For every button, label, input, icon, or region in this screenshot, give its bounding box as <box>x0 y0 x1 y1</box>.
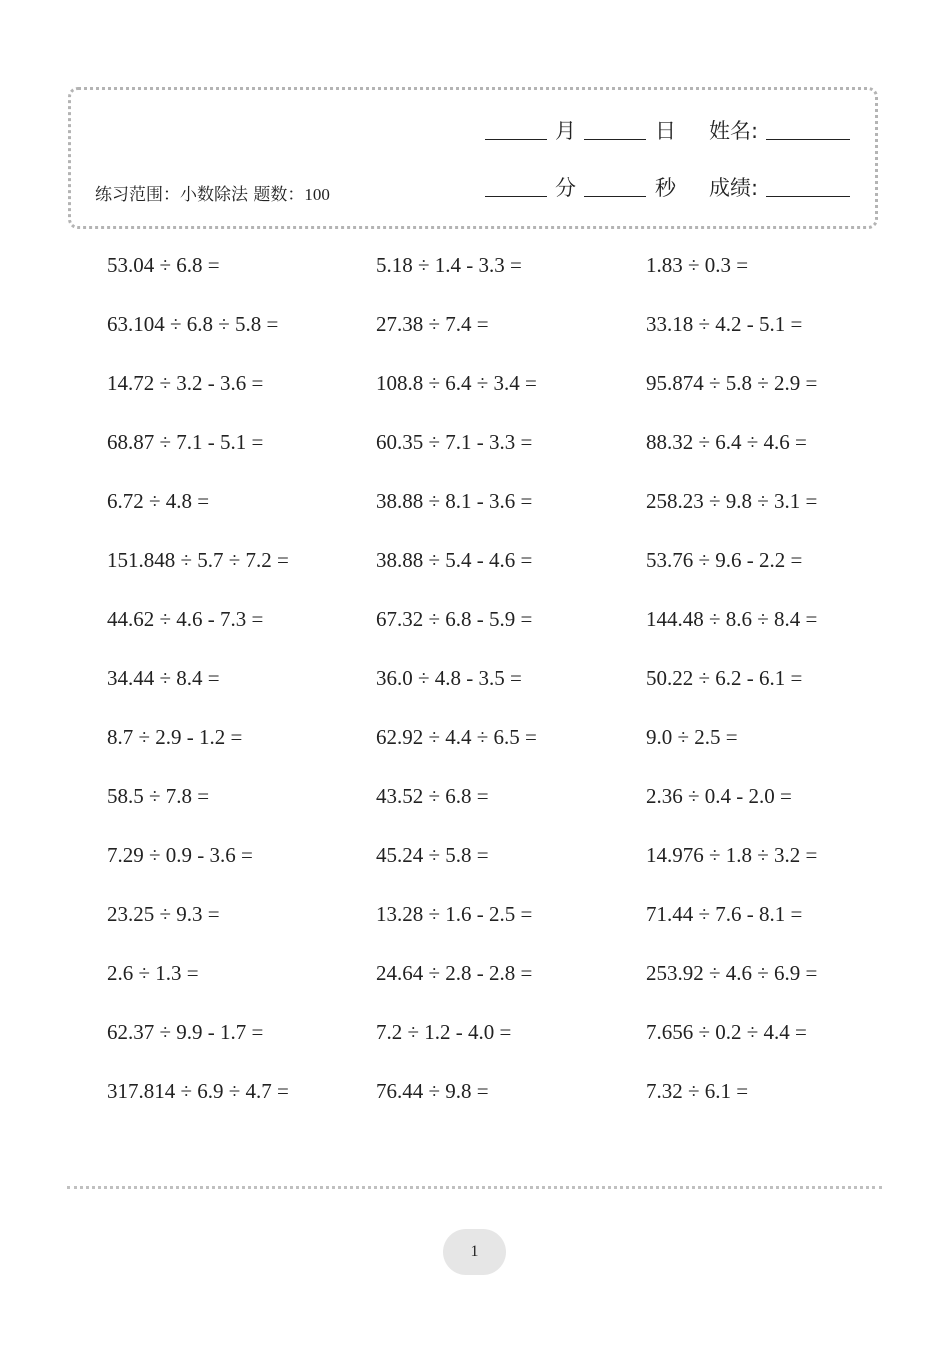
problem-item: 7.656 ÷ 0.2 ÷ 4.4 = <box>646 1020 807 1044</box>
problem-item: 44.62 ÷ 4.6 - 7.3 = <box>107 607 264 631</box>
second-blank[interactable] <box>584 196 646 197</box>
problem-item: 7.32 ÷ 6.1 = <box>646 1079 749 1103</box>
footer-divider <box>67 1186 882 1189</box>
minute-label: 分 <box>555 176 576 200</box>
name-blank[interactable] <box>766 139 850 140</box>
problem-item: 62.37 ÷ 9.9 - 1.7 = <box>107 1020 264 1044</box>
problem-item: 2.36 ÷ 0.4 - 2.0 = <box>646 784 792 808</box>
problem-count: 100 <box>304 185 330 204</box>
problem-item: 258.23 ÷ 9.8 ÷ 3.1 = <box>646 489 818 513</box>
score-blank[interactable] <box>766 196 850 197</box>
problem-item: 58.5 ÷ 7.8 = <box>107 784 210 808</box>
problem-item: 33.18 ÷ 4.2 - 5.1 = <box>646 312 803 336</box>
problem-item: 45.24 ÷ 5.8 = <box>376 843 489 867</box>
problem-item: 13.28 ÷ 1.6 - 2.5 = <box>376 902 533 926</box>
problem-item: 6.72 ÷ 4.8 = <box>107 489 210 513</box>
problem-item: 68.87 ÷ 7.1 - 5.1 = <box>107 430 264 454</box>
problem-item: 144.48 ÷ 8.6 ÷ 8.4 = <box>646 607 818 631</box>
problem-item: 14.976 ÷ 1.8 ÷ 3.2 = <box>646 843 818 867</box>
problem-item: 23.25 ÷ 9.3 = <box>107 902 220 926</box>
problem-item: 9.0 ÷ 2.5 = <box>646 725 738 749</box>
problem-item: 24.64 ÷ 2.8 - 2.8 = <box>376 961 533 985</box>
problem-item: 14.72 ÷ 3.2 - 3.6 = <box>107 371 264 395</box>
problem-item: 7.2 ÷ 1.2 - 4.0 = <box>376 1020 512 1044</box>
problem-item: 5.18 ÷ 1.4 - 3.3 = <box>376 253 522 277</box>
problem-item: 2.6 ÷ 1.3 = <box>107 961 199 985</box>
problem-item: 1.83 ÷ 0.3 = <box>646 253 749 277</box>
score-label: 成绩: <box>709 176 759 200</box>
problem-item: 62.92 ÷ 4.4 ÷ 6.5 = <box>376 725 537 749</box>
month-blank[interactable] <box>485 139 547 140</box>
problem-item: 108.8 ÷ 6.4 ÷ 3.4 = <box>376 371 537 395</box>
problem-item: 71.44 ÷ 7.6 - 8.1 = <box>646 902 803 926</box>
month-label: 月 <box>555 119 576 143</box>
day-label: 日 <box>655 119 676 143</box>
problem-item: 60.35 ÷ 7.1 - 3.3 = <box>376 430 533 454</box>
name-label: 姓名: <box>709 119 759 143</box>
problem-item: 253.92 ÷ 4.6 ÷ 6.9 = <box>646 961 818 985</box>
problem-item: 43.52 ÷ 6.8 = <box>376 784 489 808</box>
problem-item: 8.7 ÷ 2.9 - 1.2 = <box>107 725 243 749</box>
problem-item: 88.32 ÷ 6.4 ÷ 4.6 = <box>646 430 807 454</box>
problem-item: 53.76 ÷ 9.6 - 2.2 = <box>646 548 803 572</box>
problem-item: 76.44 ÷ 9.8 = <box>376 1079 489 1103</box>
problem-item: 50.22 ÷ 6.2 - 6.1 = <box>646 666 803 690</box>
problem-item: 151.848 ÷ 5.7 ÷ 7.2 = <box>107 548 289 572</box>
problem-item: 38.88 ÷ 8.1 - 3.6 = <box>376 489 533 513</box>
page-number-badge: 1 <box>443 1229 506 1275</box>
minute-blank[interactable] <box>485 196 547 197</box>
second-label: 秒 <box>655 176 676 200</box>
day-blank[interactable] <box>584 139 646 140</box>
problem-item: 95.874 ÷ 5.8 ÷ 2.9 = <box>646 371 818 395</box>
practice-range-text <box>95 180 330 205</box>
problem-item: 53.04 ÷ 6.8 = <box>107 253 220 277</box>
problem-item: 67.32 ÷ 6.8 - 5.9 = <box>376 607 533 631</box>
problem-item: 38.88 ÷ 5.4 - 4.6 = <box>376 548 533 572</box>
problem-item: 27.38 ÷ 7.4 = <box>376 312 489 336</box>
practice-range-prefix: 练习范围：小数除法 题数： <box>95 185 305 205</box>
problem-item: 317.814 ÷ 6.9 ÷ 4.7 = <box>107 1079 289 1103</box>
problem-item: 7.29 ÷ 0.9 - 3.6 = <box>107 843 253 867</box>
worksheet-header-box <box>68 87 878 229</box>
problem-item: 36.0 ÷ 4.8 - 3.5 = <box>376 666 522 690</box>
problem-item: 63.104 ÷ 6.8 ÷ 5.8 = <box>107 312 279 336</box>
problem-item: 34.44 ÷ 8.4 = <box>107 666 220 690</box>
